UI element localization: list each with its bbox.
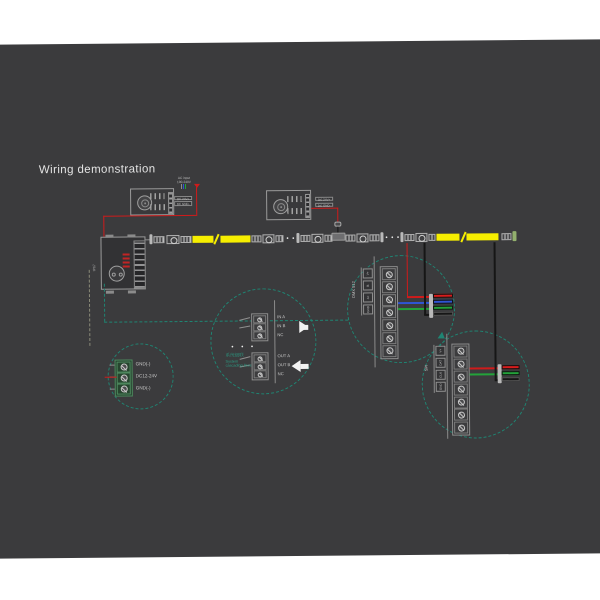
strip-connector [251,235,261,242]
vent-grid [287,208,304,214]
terminal-cell [382,307,396,319]
dc-wire-label: DC GND- [315,202,333,207]
strip-clamp-connector [262,234,274,243]
terminal-cell [254,362,267,370]
terminal-cell [454,384,468,396]
power-supply-2 [266,190,311,220]
terminal-cell [382,294,396,306]
screw-terminal-icon [457,361,464,368]
strip-end-cap [296,233,299,243]
wire-bar-black [433,312,453,316]
screw-terminal-icon [386,348,393,355]
screw-terminal-icon [386,335,393,342]
red-terminal-mark [123,253,130,255]
mounting-ear [105,235,113,238]
strip-connector [275,235,283,242]
strip-clamp-connector [166,235,179,244]
arrow-left-icon [292,360,301,372]
mounting-ear [127,234,135,237]
screw-terminal-icon [457,399,464,406]
pin-label: GND(-) [135,385,151,391]
screw-terminal-icon [257,356,262,361]
signal-wire-green [398,308,433,310]
t-connector-icon [331,233,345,241]
power-wire-red [196,187,197,215]
ellipsis: • • • [385,234,401,241]
screw-terminal-icon [385,284,392,291]
group-label: DMX 512 [350,281,356,298]
led-strip-segment [192,236,213,243]
strip-end-cap [380,232,383,242]
mounting-ear [128,290,136,293]
strip-break-icon [213,234,219,245]
strip-end-cap-green [512,231,516,241]
strip-connector [324,235,332,242]
cascade-note-en: System [225,359,239,364]
led-strip-segment [436,234,459,241]
terminal-cell [253,331,266,339]
screw-terminal-icon [120,375,127,382]
rotated-pin-label: GND [436,382,446,392]
pin-label: NC [277,332,284,338]
rotated-pin-label: DAT [436,358,446,368]
pin-label: IN B [277,323,286,329]
terminal-cell [117,361,131,372]
vent-grid [150,193,167,199]
controller [100,236,145,289]
wire-bar-green [433,306,453,310]
page-title: Wiring demonstration [38,163,156,177]
terminal-cell [382,268,396,280]
rotated-pin-label: V+ [363,268,373,278]
signal-wire-blue [398,302,433,304]
strip-end-cap [149,234,152,244]
terminal-cell [254,370,267,378]
screw-terminal-icon [386,322,393,329]
ac-input-label: AC input [177,175,191,180]
cascade-note-cn: 系统级联 [225,352,244,358]
group-label: SPI [423,364,429,372]
terminal-cell [453,346,467,358]
screw-terminal-icon [257,325,262,330]
red-terminal-mark [123,261,130,263]
screw-terminal-icon [386,309,393,316]
pin-label: OUT A [277,353,291,359]
spi-terminal-block [451,344,470,436]
strip-connector [369,234,379,241]
rotated-pin-label: V+ [435,346,445,356]
screw-terminal-icon [257,317,262,322]
terminal-cell [253,323,266,331]
wire-bar-red [502,365,520,369]
arrow-right-icon [299,321,308,333]
round-connector-icon [109,266,125,282]
terminal-cell [454,396,468,408]
screw-terminal-icon [257,333,262,338]
red-terminal-mark [123,265,130,267]
terminal-strip [168,192,173,214]
power-wire-red [337,208,338,222]
terminal-cell [454,422,468,434]
strip-connector [300,235,310,242]
strip-connector [501,233,511,240]
screw-terminal-icon [458,424,465,431]
led-strip-segment [220,235,250,242]
strip-break-icon [460,232,466,243]
pin-label: IN A [277,314,286,320]
ac-input-voltage-label: 100-240V [177,179,191,184]
vent-grid [150,204,167,210]
terminal-cell [382,345,396,357]
power-wire-red [105,377,117,378]
terminal-cell [382,319,396,331]
pin-tick [110,389,115,390]
terminal-cell [253,315,266,323]
screw-terminal-icon [258,364,263,369]
terminal-cell [117,372,131,383]
strip-clamp-connector [415,233,427,242]
ellipsis: • • • [231,344,257,351]
dc-wire-label: DC 24V+ [174,195,192,200]
terminal-cell [117,383,131,394]
power-terminal-block [115,359,133,396]
terminal-cell [454,371,468,383]
power-wire-red [311,208,338,209]
rotated-pin-label: GND [363,304,373,314]
terminal-strip [305,194,310,218]
terminal-cell [454,409,468,421]
cascade-note-en: cascading lines [225,363,252,368]
cascade-out-block [251,352,268,380]
signal-wire-black [494,242,497,380]
dc-wire-label: DC 24V+ [315,196,333,201]
pin-label: GND(-) [135,361,151,367]
signal-wire-black [424,243,426,315]
signal-wire-red [407,243,409,297]
screw-terminal-icon [457,386,464,393]
screw-terminal-icon [385,296,392,303]
terminal-cell [382,281,396,293]
power-supply-1 [130,188,174,215]
fan-icon [273,199,288,214]
screw-terminal-icon [457,373,464,380]
power-wire-red [103,215,197,217]
pin-label: OUT B [277,362,291,368]
diagram-panel [0,39,600,558]
screw-terminal-icon [120,386,127,393]
screw-terminal-icon [258,372,263,377]
wire-bar-green [502,371,520,375]
strip-connector [180,236,191,243]
callout-line [89,270,91,346]
screw-terminal-icon [457,348,464,355]
ac-wire [183,184,184,189]
strip-clamp-connector [311,234,323,243]
dc-wire-label: DC GND- [174,201,192,206]
terminal-cell [253,354,266,362]
cascade-in-block [251,313,268,341]
power-wire-red [103,216,104,237]
strip-connector [153,236,164,243]
vent-grid [287,196,304,202]
screw-terminal-icon [385,271,392,278]
strip-clamp-connector [356,233,368,242]
strip-connector [345,235,355,242]
pin-label: NC [277,371,284,377]
terminal-cell [454,358,468,370]
rotated-pin-label: CLK [436,370,446,380]
ac-wire [181,184,182,189]
pin-label: DC12-24V [135,373,158,379]
wire-bar-blue [433,300,453,304]
rotated-pin-label: B- [363,280,373,290]
wire-bar-red [433,294,453,298]
red-terminal-mark [123,257,130,259]
mounting-ear [106,291,114,294]
ellipsis: • • [286,235,296,242]
terminal-cell [382,332,396,344]
screw-terminal-icon [457,411,464,418]
ac-wire [185,184,186,189]
strip-end-cap [400,232,403,242]
screw-terminal-icon [120,364,127,371]
rotated-pin-label: A+ [363,292,373,302]
dmx-terminal-block [380,266,399,359]
controller-side-label: IP67 [92,264,97,272]
pin-tick [110,365,115,366]
wire-bar-black [502,377,520,381]
controller-terminal-grid [133,240,145,288]
led-strip-segment [466,233,498,240]
strip-connector [404,234,414,241]
strip-connector [428,234,435,241]
